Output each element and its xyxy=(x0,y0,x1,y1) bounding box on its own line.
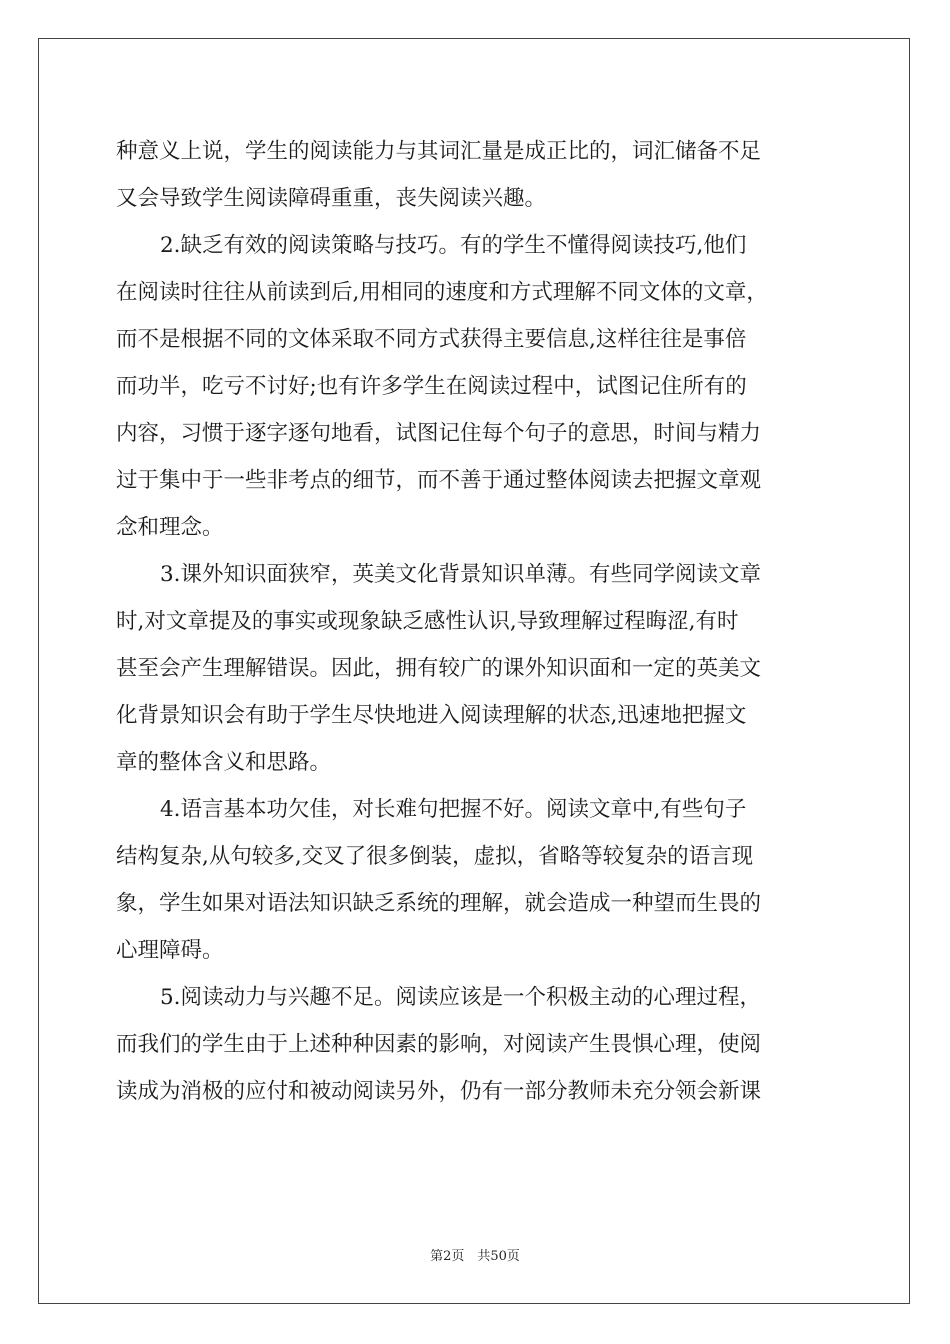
text-line: 4.语言基本功欠佳，对长难句把握不好。阅读文章中,有些句子 xyxy=(160,797,747,822)
text-line: 甚至会产生理解错误。因此，拥有较广的课外知识面和一定的英美文 xyxy=(116,656,762,681)
text-line: 时,对文章提及的事实或现象缺乏感性认识,导致理解过程晦涩,有时 xyxy=(116,609,739,634)
text-line: 结构复杂,从句较多,交叉了很多倒装，虚拟，省略等较复杂的语言现 xyxy=(116,844,754,869)
text-line: 而功半，吃亏不讨好;也有许多学生在阅读过程中，试图记住所有的 xyxy=(116,374,747,399)
text-line: 而我们的学生由于上述种种因素的影响，对阅读产生畏惧心理，使阅 xyxy=(116,1032,762,1057)
text-line: 读成为消极的应付和被动阅读另外，仍有一部分教师未充分领会新课 xyxy=(116,1079,762,1104)
text-line: 念和理念。 xyxy=(116,515,224,540)
text-line: 章的整体含义和思路。 xyxy=(116,750,332,775)
page-number-footer: 第2页 共50页 xyxy=(430,1249,520,1264)
text-line: 2.缺乏有效的阅读策略与技巧。有的学生不懂得阅读技巧,他们 xyxy=(160,233,747,258)
text-line: 过于集中于一些非考点的细节，而不善于通过整体阅读去把握文章观 xyxy=(116,468,762,493)
text-line: 又会导致学生阅读障碍重重，丧失阅读兴趣。 xyxy=(116,186,547,211)
text-line: 象，学生如果对语法知识缺乏系统的理解，就会造成一种望而生畏的 xyxy=(116,891,762,916)
text-line: 而不是根据不同的文体采取不同方式获得主要信息,这样往往是事倍 xyxy=(116,327,747,352)
text-line: 3.课外知识面狭窄，英美文化背景知识单薄。有些同学阅读文章 xyxy=(160,562,762,587)
text-line: 种意义上说，学生的阅读能力与其词汇量是成正比的，词汇储备不足 xyxy=(116,139,762,164)
text-line: 化背景知识会有助于学生尽快地进入阅读理解的状态,迅速地把握文 xyxy=(116,703,747,728)
document-body xyxy=(116,128,836,1115)
text-line: 5.阅读动力与兴趣不足。阅读应该是一个积极主动的心理过程， xyxy=(160,985,762,1010)
text-line: 在阅读时往往从前读到后,用相同的速度和方式理解不同文体的文章， xyxy=(116,280,768,305)
text-line: 心理障碍。 xyxy=(116,938,224,963)
text-line: 内容，习惯于逐字逐句地看，试图记住每个句子的意思，时间与精力 xyxy=(116,421,762,446)
